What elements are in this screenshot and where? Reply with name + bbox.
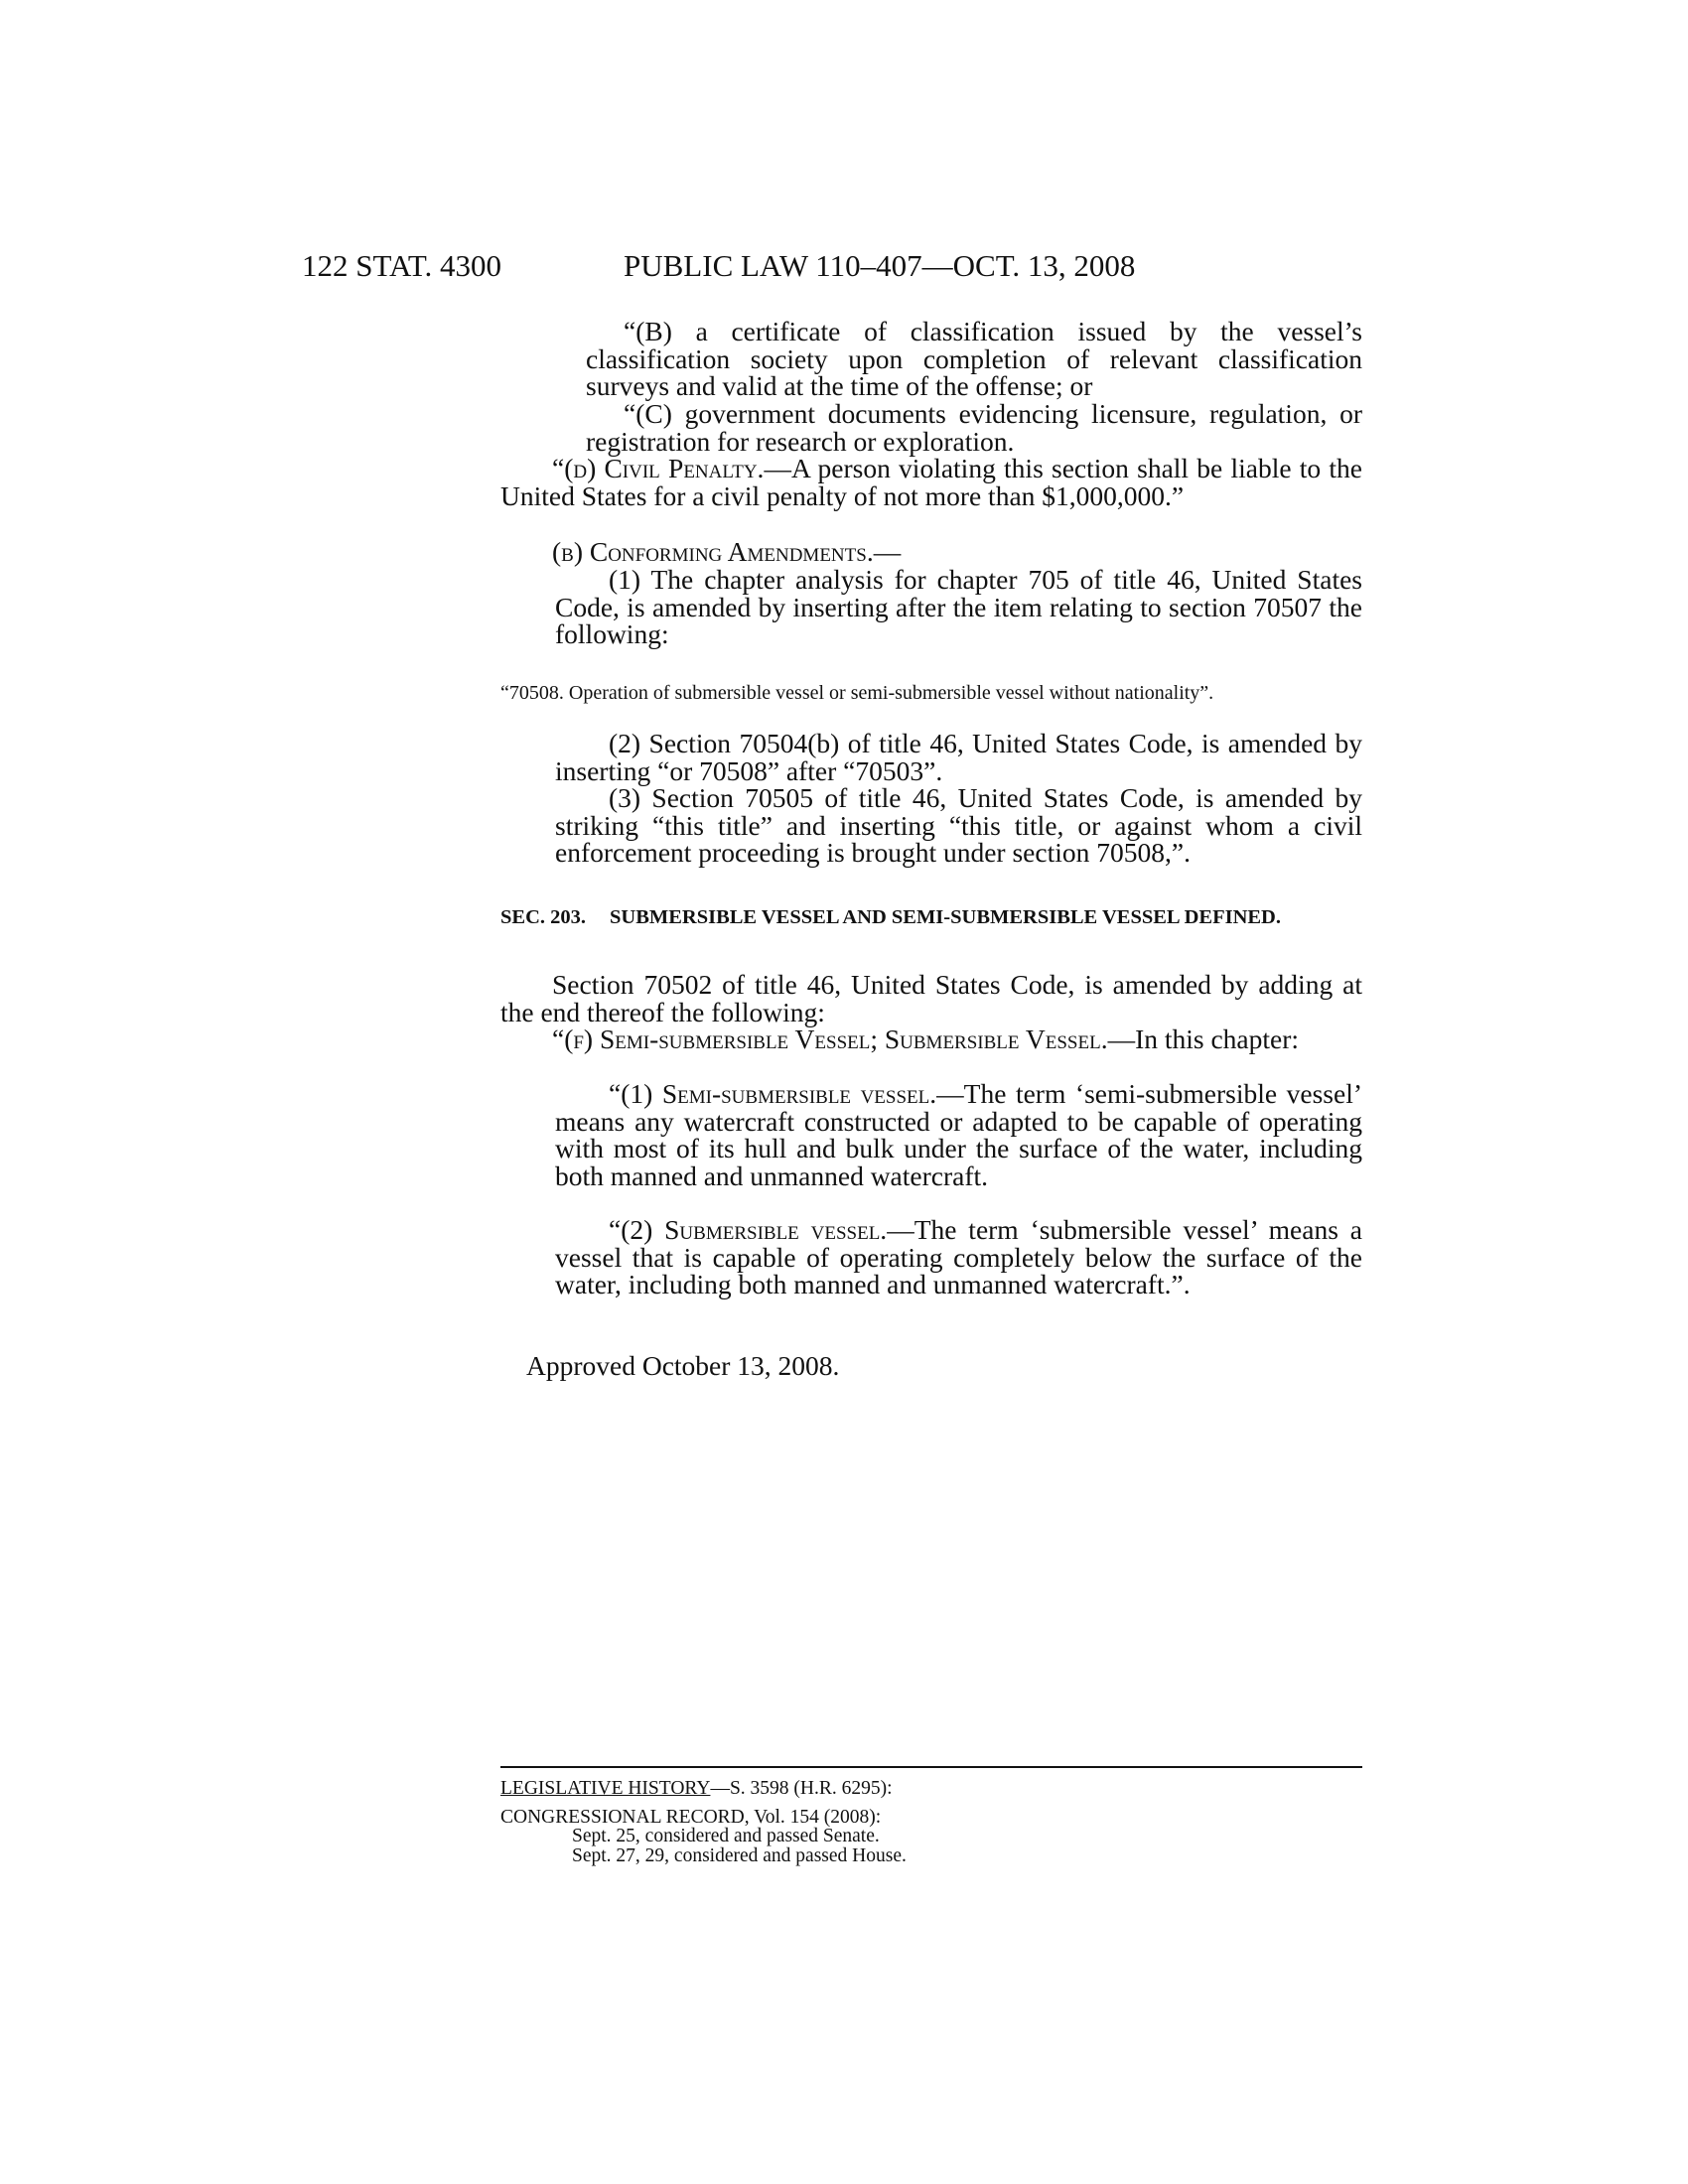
congressional-record: CONGRESSIONAL RECORD, Vol. 154 (2008): — [500, 1806, 882, 1828]
civil-penalty-text: —A person violating this section shall be liable to the United States for a civil penalty of not more than $1,000,000.” — [500, 453, 1362, 511]
senate-action: Sept. 25, considered and passed Senate. — [572, 1826, 880, 1846]
legislative-history — [500, 1779, 1362, 1865]
civil-penalty-label: “(d) Civil Penalty. — [552, 453, 765, 483]
civil-penalty-paragraph — [500, 455, 1362, 509]
house-action: Sept. 27, 29, considered and passed House. — [572, 1844, 907, 1866]
conforming-amendments-heading: (b) Conforming Amendments.— — [552, 536, 902, 567]
table-of-sections-entry: “70508. Operation of submersible vessel or semi-submersible vessel without nationality”. — [500, 682, 1214, 704]
section-intro: Section 70502 of title 46, United States Code, is amended by adding at the end thereof the following: — [500, 969, 1362, 1027]
item-3: (3) Section 70505 of title 46, United States Code, is amended by striking “this title” and inserting “this title, or against whom a civil enforcement proceeding is brought under section 70508,”. — [555, 782, 1362, 868]
item-2: (2) Section 70504(b) of title 46, United States Code, is amended by inserting “or 70508” after “70503”. — [555, 728, 1362, 786]
conforming-amendments-label: (b) Conforming Amendments. — [552, 536, 874, 567]
definition-2-label: “(2) Submersible vessel. — [609, 1214, 888, 1245]
subsection-f-label: “(f) Semi-submersible Vessel; Submersible Vessel. — [552, 1024, 1108, 1054]
footer-divider — [500, 1766, 1362, 1768]
para-b: “(B) a certificate of classification issued by the vessel’s classification society upon completion of relevant classification surveys and valid at the time of the offense; or — [586, 316, 1362, 401]
subsection-f: “(f) Semi-submersible Vessel; Submersible Vessel.—In this chapter: — [552, 1024, 1300, 1054]
running-header — [302, 248, 1235, 288]
section-number: SEC. 203. — [500, 906, 587, 928]
definition-semi-submersible: “(1) Semi-submersible vessel.—The term ‘semi-submersible vessel’ means any watercraft constructed or adapted to be capable of operating with most of its hull and bulk under the surface of the water, including both manned and unmanned watercraft. — [555, 1078, 1362, 1191]
bill-numbers: —S. 3598 (H.R. 6295): — [710, 1778, 893, 1799]
stat-citation: 122 STAT. 4300 — [302, 248, 502, 283]
section-title: SUBMERSIBLE VESSEL AND SEMI-SUBMERSIBLE VESSEL DEFINED. — [610, 906, 1281, 928]
definition-submersible: “(2) Submersible vessel.—The term ‘submersible vessel’ means a vessel that is capable of operating completely below the surface of the water, including both manned and unmanned watercraft.”. — [555, 1214, 1362, 1299]
public-law-title: PUBLIC LAW 110–407—OCT. 13, 2008 — [624, 248, 1136, 283]
item-1: (1) The chapter analysis for chapter 705 of title 46, United States Code, is amended by inserting after the item relating to section 70507 the following: — [555, 564, 1362, 649]
approval-date: Approved October 13, 2008. — [526, 1350, 840, 1381]
definition-1-label: “(1) Semi-submersible vessel. — [609, 1078, 937, 1109]
para-c: “(C) government documents evidencing licensure, regulation, or registration for research or exploration. — [586, 398, 1362, 457]
legislative-history-title: LEGISLATIVE HISTORY — [500, 1778, 711, 1799]
